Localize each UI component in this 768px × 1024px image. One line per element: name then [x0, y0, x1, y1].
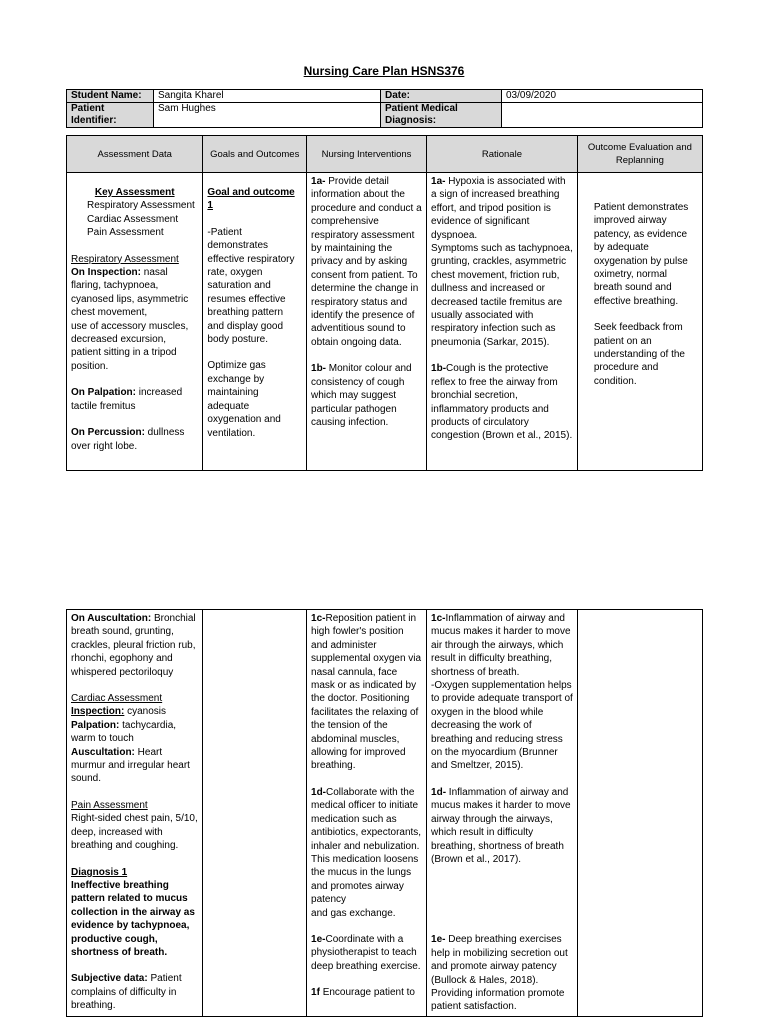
cardiac-inspection-text: cyanosis: [124, 706, 167, 718]
date-label: Date:: [381, 90, 502, 103]
patient-identifier-value: Sam Hughes: [154, 103, 381, 128]
rationale-1a-text-2: Symptoms such as tachypnoea, grunting, crackles, asymmetric chest movement, friction rub, dullness and increased or decreased tactile fremitus are usually associated with respiratory infection such as pneumonia (Sarkar, 2015).: [431, 243, 573, 348]
student-name-label: Student Name:: [67, 90, 154, 103]
auscultation-text: Bronchial breath sound, grunting, crackles, pleural friction rub, rhonchi, egophony and whispered pectoriloquy: [71, 613, 196, 678]
key-item: Respiratory Assessment: [87, 200, 195, 212]
cardiac-auscultation-label: Auscultation:: [71, 746, 135, 758]
respiratory-title: Respiratory Assessment: [71, 253, 179, 265]
goals-cell: [203, 173, 307, 471]
intervention-1c-label: 1c-: [311, 613, 326, 624]
intervention-1a-text: Provide detail information about the procedure and conduct a comprehensive respiratory assessment by maintaining the privacy and by asking consent from patient. To determine the change in respiratory status and identify the presence of adventitious sound to obtain ongoing data.: [311, 176, 422, 348]
inspection-text-2: use of accessory muscles, decreased excursion, patient sitting in a tripod position.: [71, 320, 189, 372]
intervention-1b-label: 1b-: [311, 363, 327, 375]
intervention-1d-text-2: and gas exchange.: [311, 907, 396, 919]
rationale-1c-text-2: -Oxygen supplementation helps to provide adequate transport of oxygen in the blood while decreasing the work of breathing and reducing stress on the myocardium (Brunner and Smeltzer, 2015).: [431, 680, 573, 772]
intervention-1e-text: Coordinate with a physiotherapist to teach deep breathing exercise.: [311, 933, 421, 972]
assessment-cell: [67, 173, 203, 471]
rationale-cell-2: [427, 610, 578, 1017]
header-assessment: Assessment Data: [67, 136, 203, 173]
evaluation-cell: [577, 173, 702, 471]
intervention-1f-text: Encourage patient to: [319, 987, 415, 999]
cardiac-palpation-label: Palpation:: [71, 719, 120, 731]
interventions-cell-2: [307, 610, 427, 1017]
medical-diagnosis-label: Patient Medical Diagnosis:: [381, 103, 502, 128]
subjective-text: Patient complains of difficulty in breathing.: [71, 973, 182, 1012]
intervention-1b-text: Monitor colour and consistency of cough which may suggest particular pathogen causing infection.: [311, 363, 412, 428]
auscultation-label: On Auscultation:: [71, 613, 152, 624]
inspection-label: On Inspection:: [71, 267, 141, 279]
percussion-label: On Percussion:: [71, 427, 145, 439]
interventions-cell: [307, 173, 427, 471]
cardiac-palpation-text: tachycardia, warm to touch: [71, 719, 177, 745]
header-interventions: Nursing Interventions: [307, 136, 427, 173]
goal-text-2: Optimize gas exchange by maintaining adequate oxygenation and ventilation.: [207, 360, 281, 439]
patient-identifier-label: Patient Identifier:: [67, 103, 154, 128]
goal-title: Goal and outcome 1: [207, 187, 295, 212]
goals-cell-2: [203, 610, 307, 1017]
key-item: Pain Assessment: [87, 227, 164, 239]
rationale-1d-text: Inflammation of airway and mucus makes it harder to move airway through the airways, which result in difficulty breathing, shortness of breath (Brown et al., 2017).: [431, 786, 571, 865]
header-evaluation: Outcome Evaluation and Replanning: [577, 136, 702, 173]
student-name-value: Sangita Kharel: [154, 90, 381, 103]
rationale-1d-label: 1d-: [431, 786, 447, 798]
inspection-text: nasal flaring, tachypnoea, cyanosed lips, asymmetric chest movement,: [71, 267, 189, 319]
goal-text-1: -Patient demonstrates effective respiratory rate, oxygen saturation and resumes effective breathing pattern and display good body posture.: [207, 226, 295, 346]
evaluation-text-2: Seek feedback from patient on an understanding of the procedure and condition.: [593, 322, 685, 387]
rationale-1e-label: 1e-: [431, 934, 446, 946]
header-goals: Goals and Outcomes: [203, 136, 307, 173]
care-plan-table-1: [66, 135, 703, 471]
page-title: Nursing Care Plan HSNS376: [303, 64, 465, 78]
percussion-text: dullness over right lobe.: [71, 427, 185, 452]
intervention-1f-label: 1f: [311, 987, 320, 999]
intervention-1e-label: 1e-: [311, 933, 326, 945]
intervention-1d-text: Collaborate with the medical officer to initiate medication such as antibiotics, expectorants, inhaler and nebulization. This medication loosens the mucus in the lungs and promotes airway patency: [311, 786, 422, 906]
assessment-cell-2: [67, 610, 203, 1017]
date-value: 03/09/2020: [502, 90, 703, 103]
cardiac-inspection-label: Inspection:: [71, 706, 125, 718]
intervention-1c-text: Reposition patient in high fowler's position and administer supplemental oxygen via nasal cannula, face mask or as indicated by the doctor. Positioning facilitates the relaxing of the tension of the abdominal muscles, allowing for improved breathing.: [311, 613, 422, 772]
cardiac-auscultation-text: Heart murmur and irregular heart sound.: [71, 746, 190, 785]
rationale-1c-text: Inflammation of airway and mucus makes it harder to move air through the airways, which result in difficulty breathing, shortness of breath.: [431, 613, 571, 678]
rationale-1c-label: 1c-: [431, 613, 446, 624]
evaluation-text-1: Patient demonstrates improved airway patency, as evidence by adequate oxygenation by pulse oximetry, normal breath sound and effective breathing.: [593, 202, 689, 307]
rationale-1a-label: 1a-: [431, 176, 446, 187]
medical-diagnosis-value: [502, 103, 703, 128]
rationale-1e-text: Deep breathing exercises help in mobilizing secretion out and promote airway patency (Bullock & Hales, 2018). Providing information promote patient satisfaction.: [431, 934, 568, 1013]
subjective-label: Subjective data:: [71, 973, 148, 985]
palpation-text: increased tactile fremitus: [71, 387, 183, 412]
patient-info-table: [66, 89, 703, 128]
diagnosis-title: Diagnosis 1: [71, 866, 128, 878]
pain-title: Pain Assessment: [71, 799, 148, 811]
rationale-1b-label: 1b-: [431, 363, 447, 375]
pain-text: Right-sided chest pain, 5/10, deep, increased with breathing and coughing.: [71, 813, 198, 852]
header-rationale: Rationale: [427, 136, 578, 173]
rationale-cell: [427, 173, 578, 471]
care-plan-table-2: [66, 609, 703, 1017]
cardiac-title: Cardiac Assessment: [71, 693, 163, 705]
diagnosis-text: Ineffective breathing pattern related to mucus collection in the airway as evidence by tachypnoea, productive cough, shortness of breath.: [71, 879, 195, 958]
intervention-1d-label: 1d-: [311, 786, 327, 798]
palpation-label: On Palpation:: [71, 387, 136, 399]
rationale-1b-text: Cough is the protective reflex to free the airway from bronchial secretion, inflammatory products and products of circulatory congestion (Brown et al., 2015).: [431, 363, 573, 442]
key-item: Cardiac Assessment: [87, 213, 179, 225]
rationale-1a-text: Hypoxia is associated with a sign of increased breathing effort, and tripod position is evidence of significant dyspnoea.: [431, 176, 566, 241]
intervention-1a-label: 1a-: [311, 176, 326, 187]
evaluation-cell-2: [577, 610, 702, 1017]
key-assessment-title: Key Assessment: [94, 187, 175, 198]
